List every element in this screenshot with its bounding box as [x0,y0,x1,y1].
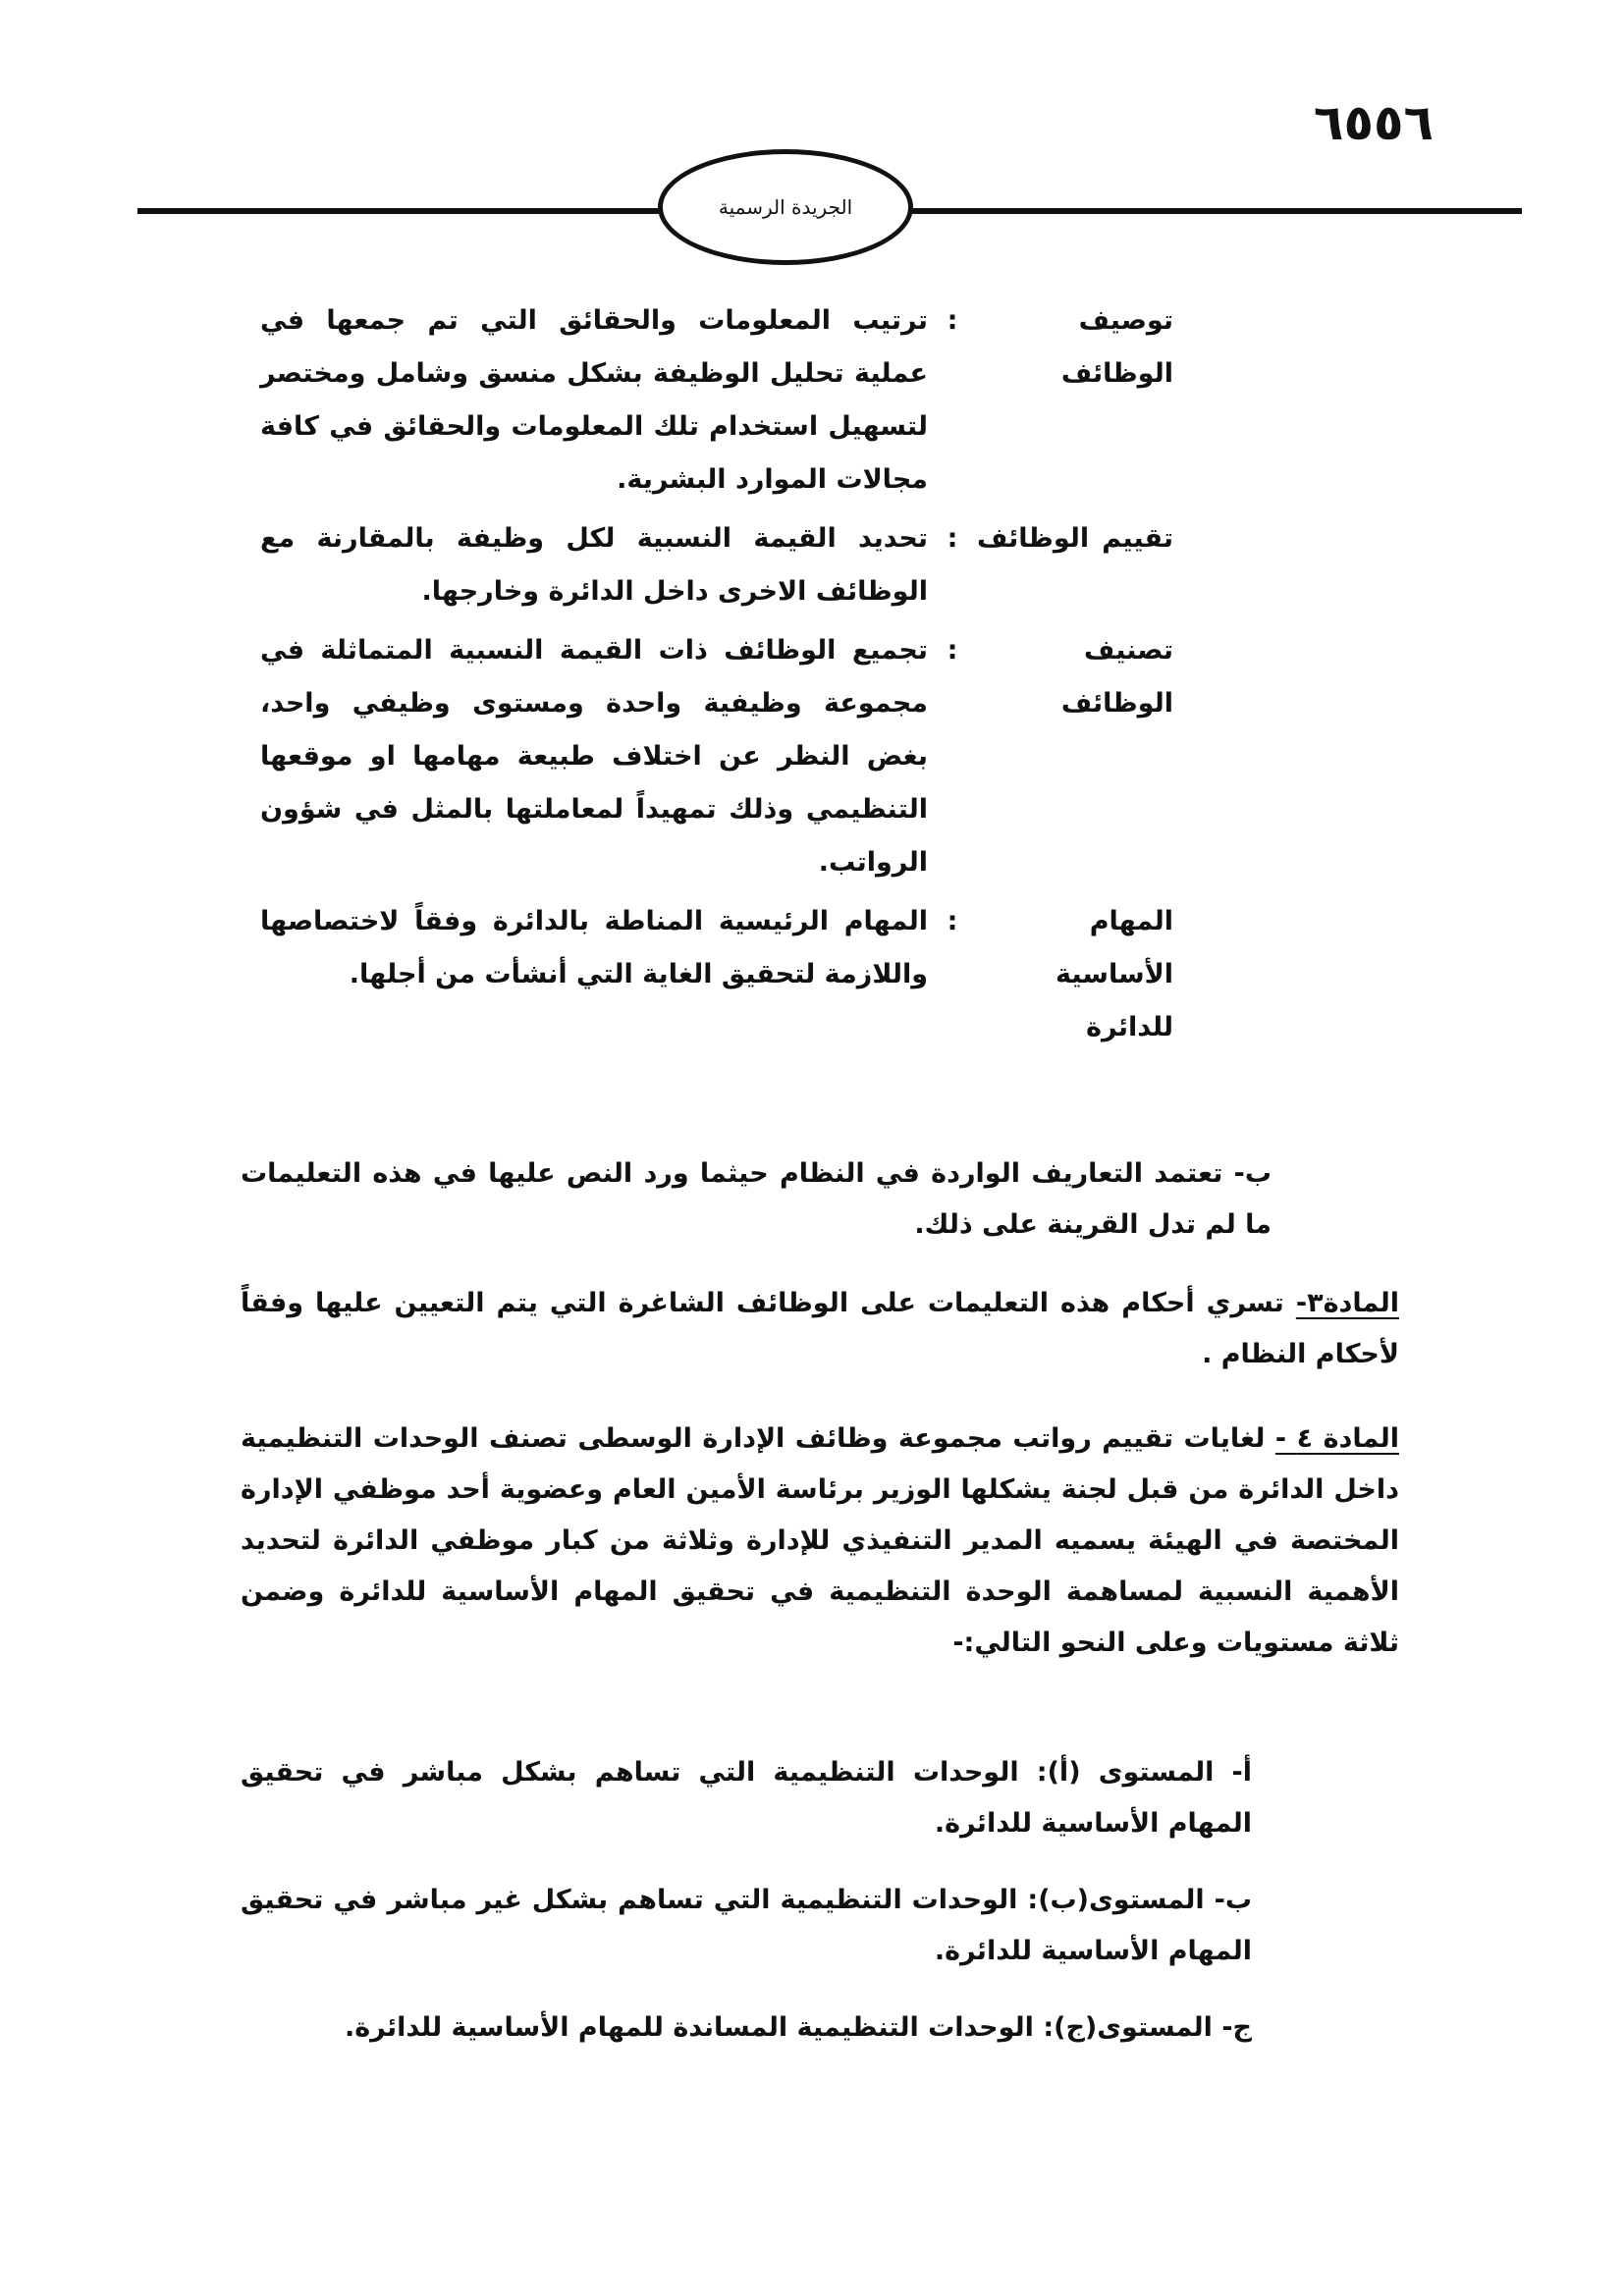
clause-b [241,1148,1272,1251]
definition-term: توصيف الوظائف [1060,305,1173,389]
article-3-text: تسري أحكام هذه التعليمات على الوظائف الشاغرة التي يتم التعيين عليها وفقاً لأحكام النظام . [241,1288,1399,1369]
definition-body: المهام الرئيسية المناطة بالدائرة وفقاً لاختصاصها واللازمة لتحقيق الغاية التي أنشأت من أجلها. [260,906,928,989]
level-b-label: ب- المستوى(ب): [1027,1885,1252,1915]
level-a [241,1747,1252,1849]
gazette-title-oval [658,149,913,265]
clause-b-label: ب- [1233,1158,1272,1189]
gazette-title: الجريدة الرسمية [718,195,853,219]
definition-body: تجميع الوظائف ذات القيمة النسبية المتماثلة في مجموعة وظيفية واحدة ومستوى وظيفي واحد، بغض النظر عن اختلاف طبيعة مهامها او موقعها التنظيمي وذلك تمهيداً لمعاملتها بالمثل في شؤون الرواتب. [260,635,928,878]
article-4-label: المادة ٤ - [1274,1423,1400,1454]
definition-row [245,624,1173,889]
definition-colon: : [947,906,958,936]
definition-body: تحديد القيمة النسبية لكل وظيفة بالمقارنة مع الوظائف الاخرى داخل الدائرة وخارجها. [260,523,928,607]
definition-term: المهام الأساسية للدائرة [1056,906,1173,1042]
definition-colon: : [947,635,958,666]
definition-row [245,512,1173,618]
definition-colon: : [947,305,958,336]
level-b-text: الوحدات التنظيمية التي تساهم بشكل غير مباشر في تحقيق المهام الأساسية للدائرة. [241,1885,1252,1966]
article-3-label: المادة٣- [1295,1288,1399,1318]
level-b [241,1875,1252,1977]
article-4-text: لغايات تقييم رواتب مجموعة وظائف الإدارة الوسطى تصنف الوحدات التنظيمية داخل الدائرة من قبل لجنة يشكلها الوزير برئاسة الأمين العام وعضوية أحد موظفي الإدارة المختصة في الهيئة يسميه المدير التنفيذي للإدارة وثلاثة من كبار موظفي الدائرة لتحديد الأهمية النسبية لمساهمة الوحدة التنظيمية في تحقيق المهام الأساسية للدائرة وضمن ثلاثة مستويات وعلى النحو التالي:- [241,1423,1399,1658]
clause-b-text: تعتمد التعاريف الواردة في النظام حيثما ورد النص عليها في هذه التعليمات ما لم تدل القرينة على ذلك. [241,1158,1272,1240]
definition-colon: : [947,523,958,554]
definition-term: تقييم الوظائف [977,523,1173,554]
article-4 [241,1414,1399,1669]
definitions-table [245,294,1173,1060]
level-c [241,2002,1252,2054]
article-3 [241,1278,1399,1380]
page-number: ٦٥٥٦ [1313,94,1434,151]
definition-term: تصنيف الوظائف [1060,635,1173,719]
level-c-label: ج- المستوى(ج): [1043,2012,1252,2043]
definition-body: ترتيب المعلومات والحقائق التي تم جمعها في عملية تحليل الوظيفة بشكل منسق وشامل ومختصر لتسهيل استخدام تلك المعلومات والحقائق في كافة مجالات الموارد البشرية. [260,305,928,495]
level-c-text: الوحدات التنظيمية المساندة للمهام الأساسية للدائرة. [344,2012,1034,2043]
level-a-label: أ- المستوى (أ): [1036,1757,1252,1788]
definition-row [245,895,1173,1054]
level-a-text: الوحدات التنظيمية التي تساهم بشكل مباشر في تحقيق المهام الأساسية للدائرة. [241,1757,1252,1839]
definition-row [245,294,1173,507]
